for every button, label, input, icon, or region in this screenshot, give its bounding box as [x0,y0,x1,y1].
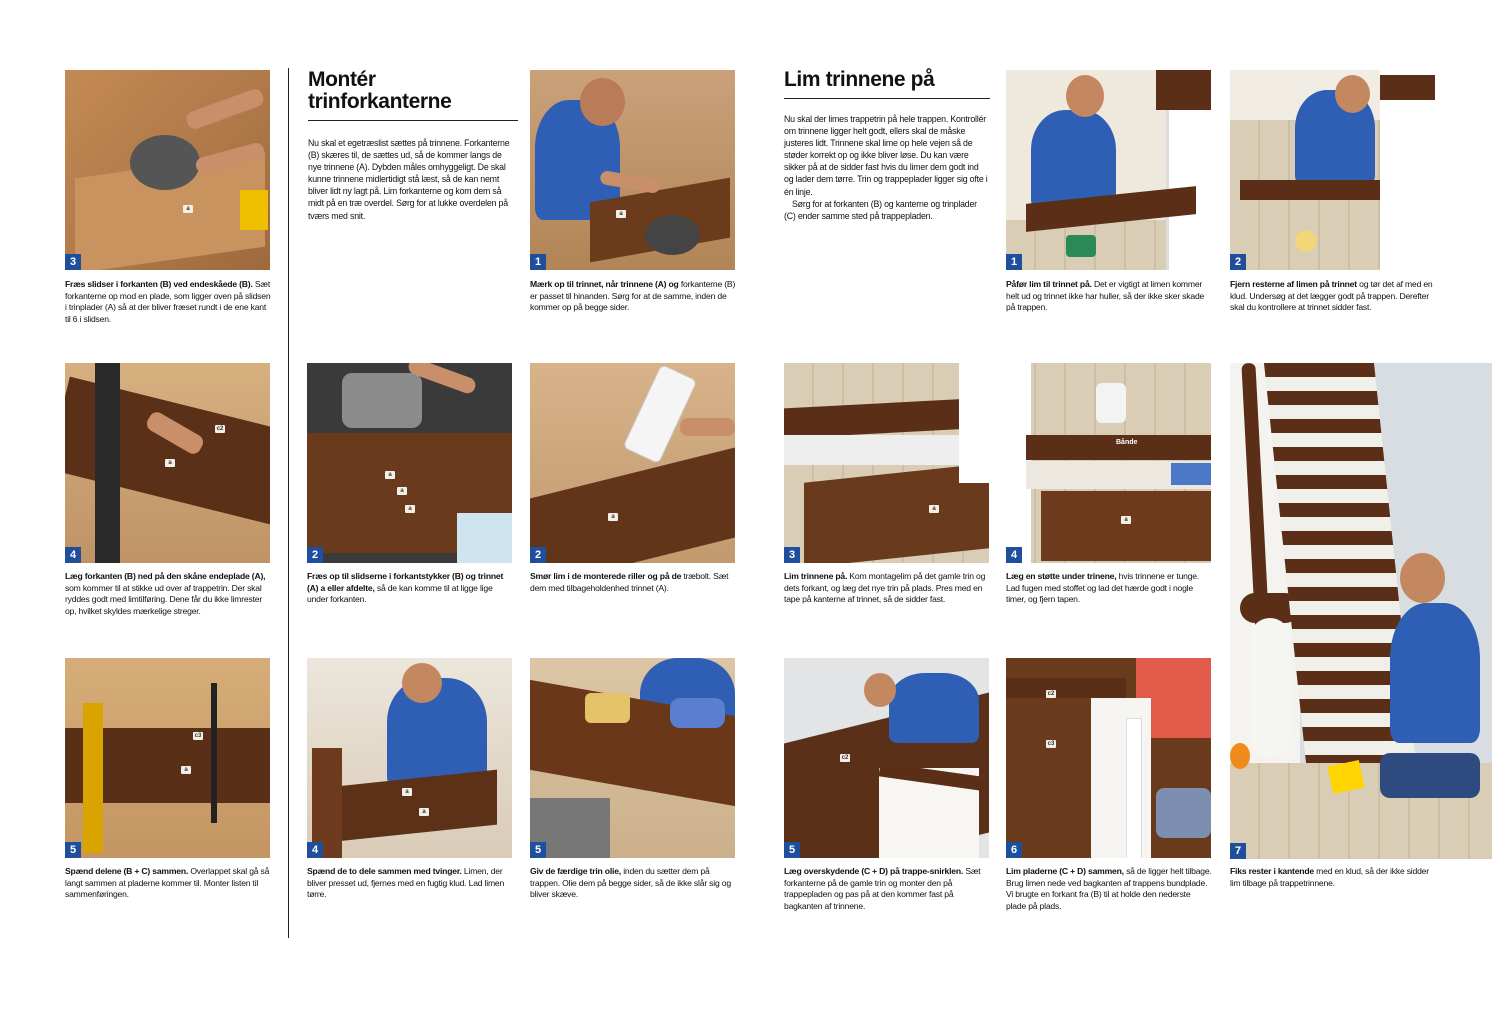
photo-tag: Bånde [1116,439,1138,446]
caption-lead: Læg forkanten (B) ned på den skåne endeplade (A), [65,571,266,581]
step-badge: 4 [1006,547,1022,563]
caption-text: og tør det af med en klud. Undersøg at det lægger godt på trappen. Derefter skal du kontrollere at trinnet sidder fast. [1230,279,1433,313]
caption-text: med en klud, så der ikke sidder lim tilbage på trappetrinnene. [1230,866,1429,888]
caption-lead: Påfør lim til trinnet på. [1006,279,1092,289]
part-label: c3 [1047,741,1055,747]
section-intro [784,113,989,222]
step-badge: 1 [1006,254,1022,270]
step-badge: 2 [1230,254,1246,270]
step-badge: 5 [784,842,800,858]
part-label: c3 [194,733,202,739]
section-heading [308,69,518,113]
photo-left-8 [530,658,735,858]
caption-text: Limen, der bliver presset ud, fjernes med en fugtig klud. Lad limen tørre. [307,866,505,900]
step-badge: 2 [530,547,546,563]
caption-lead: Giv de færdige trin olie, [530,866,621,876]
caption [1230,866,1436,889]
caption [307,571,513,606]
part-label: c2 [216,426,224,432]
part-label: a [402,788,412,796]
caption [65,279,271,325]
part-label: a [385,471,395,479]
photo-left-4 [307,363,512,563]
column-divider [288,68,289,938]
part-label: a [608,513,618,521]
caption-lead: Smør lim i de monterede riller og på de [530,571,682,581]
part-label: a [181,766,191,774]
caption-lead: Spænd de to dele sammen med tvinger. [307,866,462,876]
photo-right-7 [1230,363,1492,859]
caption-text: træbolt. Sæt dem med tilbageholdenhed trinnet (A). [530,571,729,593]
step-badge: 4 [65,547,81,563]
heading-line-1: Montér [308,68,376,91]
caption-text: Det er vigtigt at limen kommer helt ud og trinnet ikke har huller, så der ikke sker skade på trappen. [1006,279,1205,313]
caption-text: Overlappet skal gå så langt sammen at pladerne kommer til. Monter listen til sammenføringen. [65,866,270,900]
photo-left-6 [65,658,270,858]
caption-lead: Læg en støtte under trinene, [1006,571,1117,581]
photo-left-2 [530,70,735,270]
part-label: a [183,205,193,213]
heading-line-2: trinforkanterne [308,90,452,113]
photo-right-1 [1006,70,1211,270]
heading-rule [308,120,518,121]
intro-paragraph: Nu skal et egetræslist sættes på trinnene. Forkanterne (B) skæres til, de sættes ud, så de kommer langs de nye trinnene (A). Dybden måles omhyggeligt. De skal kunne trinnene midlertidigt stå læst, så de kan nemt bliver lidt ny lagt på. Lim forkanterne og kom dem så midt på en træ overdel. Sørg for at lukke overdelen på tværs med snit. [308,138,510,221]
caption-text: så de kan komme til at ligge lige under forkanten. [307,582,493,605]
photo-right-6 [1006,658,1211,858]
caption-text: Kom montagelim på det gamle trin og dets forkant, og læg det nye trin på plads. Pres med en tape på kanterne af trinnet, så de sidder fast. [784,571,986,605]
step-badge: 3 [65,254,81,270]
photo-right-5 [784,658,989,858]
caption-lead: Fræs op til slidserne i forkantstykker (B) og trinnet (A) a eller afdelte, [307,571,504,593]
photo-left-3 [65,363,270,563]
caption-text: som kommer til at stikke ud over af trappetrin. Der skal ryddes godt med limtilføring. Dene får du ikke limrester op, hvilket skyldes mærkelige streger. [65,582,263,616]
step-badge: 3 [784,547,800,563]
step-badge: 5 [65,842,81,858]
part-label: a [616,210,626,218]
step-badge: 2 [307,547,323,563]
caption-lead: Fiks rester i kantende [1230,866,1314,876]
caption-text: Sæt forkanterne på de gamle trin og monter den på trappepladen og pas på at den kommer fast på bagkanten af trinnene. [784,866,981,911]
photo-right-3 [784,363,989,563]
step-badge: 7 [1230,843,1246,859]
step-badge: 4 [307,842,323,858]
caption-text: hvis trinnene er tunge. Lad fugen med stoffet og lad det hærde godt i nogle timer, og fjern tapen. [1006,571,1200,605]
part-label: c2 [1047,691,1055,697]
part-label: a [929,505,939,513]
photo-left-5 [530,363,735,563]
caption [307,866,513,901]
step-badge: 1 [530,254,546,270]
caption [1006,279,1212,314]
part-label: a [397,487,407,495]
photo-left-1 [65,70,270,270]
caption-lead: Lim pladerne (C + D) sammen, [1006,866,1124,876]
section-intro [308,137,516,222]
caption-text: inden du sætter dem på trappen. Olie dem på begge sider, så de ikke slår sig og bliver skæve. [530,866,731,900]
photo-left-7 [307,658,512,858]
step-badge: 6 [1006,842,1022,858]
part-label: c2 [841,755,849,761]
caption [530,571,736,594]
caption [530,866,736,901]
caption [784,866,990,912]
part-label: a [1121,516,1131,524]
caption-lead: Spænd delene (B + C) sammen. [65,866,189,876]
caption-lead: Mærk op til trinnet, når trinnene (A) og [530,279,679,289]
caption [1230,279,1436,314]
intro-paragraph: Sørg for at forkanten (B) og kanterne og trinplader (C) ender samme sted på trappepladen. [784,198,977,221]
caption-text: Sæt forkanterne op mod en plade, som ligger oven på slidsen i trinplader (A) så at der bliver fræset rundt i de ene kant til 6 i slidsen. [65,279,271,324]
part-label: a [419,808,429,816]
caption [530,279,736,314]
heading-rule [784,98,990,99]
part-label: a [405,505,415,513]
caption-lead: Fjern resterne af limen på trinnet [1230,279,1357,289]
caption [784,571,990,606]
caption-lead: Læg overskydende (C + D) på trappe-snirklen. [784,866,964,876]
part-label: a [165,459,175,467]
photo-right-4 [1006,363,1211,563]
step-badge: 5 [530,842,546,858]
caption [65,571,271,617]
caption-lead: Lim trinnene på. [784,571,848,581]
caption [1006,571,1212,606]
caption-text: så de ligger helt tilbage. Brug limen nede ved bagkanten af trappens bundplade. Vi brugte en forkant fra (B) til at holde den nederste plade på plads. [1006,866,1212,911]
section-heading: Lim trinnene på [784,68,935,91]
caption-lead: Fræs slidser i forkanten (B) ved endeskåede (B). [65,279,253,289]
caption-text: forkanterne (B) er passet til hinanden. Sørg for at de samme, inden de kommer op på begge sider. [530,279,736,313]
caption [1006,866,1212,912]
intro-paragraph: Nu skal der limes trappetrin på hele trappen. Kontrollér om trinnene ligger helt godt, ellers skal de måske justeres lidt. Trinnene skal lime op hele vejen så de støder korrekt op og ikke bliver løse. Du kan være sikker på at de sidder fast hvis du limer dem godt ind og lader dem tørre. Trin og trappeplader ligger sig ofte i én linje. [784,114,988,197]
photo-right-2 [1230,70,1435,270]
caption [65,866,271,901]
